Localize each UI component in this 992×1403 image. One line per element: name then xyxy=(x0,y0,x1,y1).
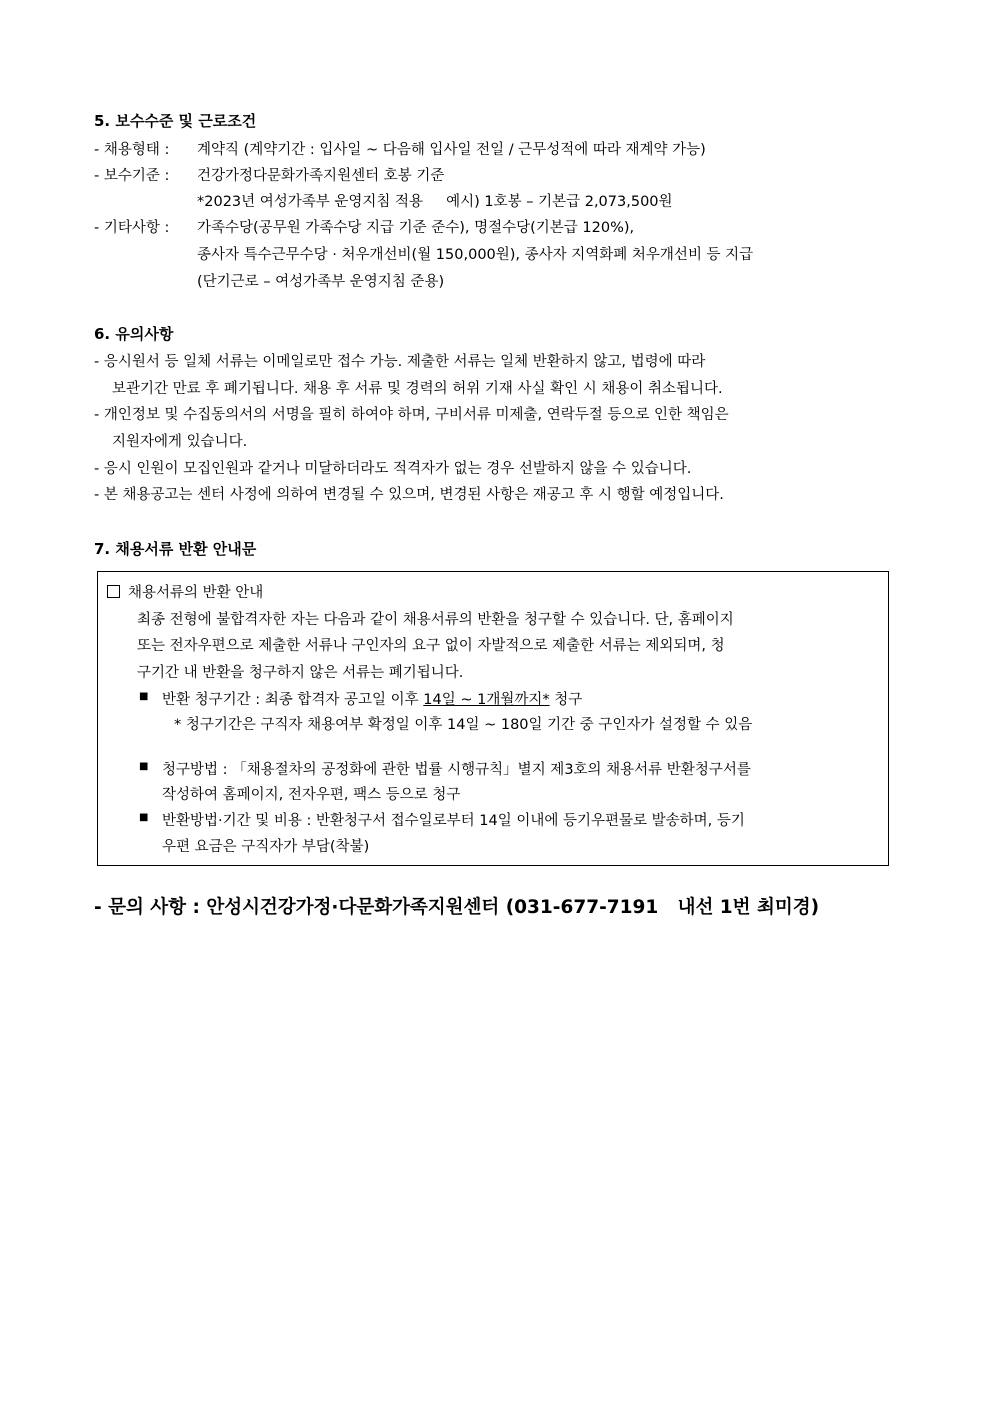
contact-info: - 문의 사항 : 안성시건강가정·다문화가족지원센터 (031-677-7191 내선 1번 최미경) xyxy=(94,897,820,918)
pay-standard-text: 건강가정다문화가족지원센터 호봉 기준 xyxy=(197,168,445,184)
notice-line-1: - 응시원서 등 일체 서류는 이메일로만 접수 가능. 제출한 서류는 일체 반환하지 않고, 법령에 따라 xyxy=(94,354,706,370)
notice-line-3: - 개인정보 및 수집동의서의 서명을 필히 하여야 하며, 구비서류 미제출, 연락두절 등으로 인한 책임은 xyxy=(94,407,729,423)
return-period-suffix: 청구 xyxy=(549,692,583,708)
return-method-line-2: 우편 요금은 구직자가 부담(착불) xyxy=(162,839,370,855)
other-items-line-3: (단기근로 – 여성가족부 운영지침 준용) xyxy=(197,274,445,290)
return-method-line-1: 반환방법·기간 및 비용 : 반환청구서 접수일로부터 14일 이내에 등기우편물로 발송하며, 등기 xyxy=(162,813,745,829)
employment-type-label: - 채용형태 : xyxy=(94,142,170,158)
return-period-note: * 청구기간은 구직자 채용여부 확정일 이후 14일 ~ 180일 기간 중 구인자가 설정할 수 있음 xyxy=(174,717,753,733)
section-6-heading: 6. 유의사항 xyxy=(94,325,174,343)
notice-line-4: 지원자에게 있습니다. xyxy=(112,434,248,450)
notice-line-2: 보관기간 만료 후 폐기됩니다. 채용 후 서류 및 경력의 허위 기재 사실 확인 시 채용이 취소됩니다. xyxy=(112,381,723,397)
request-method-line-1: 청구방법 : 「채용절차의 공정화에 관한 법률 시행규칙」별지 제3호의 채용서류 반환청구서를 xyxy=(162,762,751,778)
return-period-label: 반환 청구기간 : 최종 합격자 공고일 이후 xyxy=(162,692,424,708)
notice-line-5: - 응시 인원이 모집인원과 같거나 미달하더라도 적격자가 없는 경우 선발하지 않을 수 있습니다. xyxy=(94,461,692,477)
other-items-line-1: 가족수당(공무원 가족수당 지급 기준 준수), 명절수당(기본급 120%), xyxy=(197,220,635,236)
return-period-line xyxy=(162,688,582,709)
box-title: 채용서류의 반환 안내 xyxy=(128,585,264,601)
checkbox-square-icon xyxy=(107,585,120,598)
notice-line-6: - 본 채용공고는 센터 사정에 의하여 변경될 수 있으며, 변경된 사항은 재공고 후 시 행할 예정입니다. xyxy=(94,487,724,503)
box-paragraph-line-1: 최종 전형에 불합격자한 자는 다음과 같이 채용서류의 반환을 청구할 수 있습니다. 단, 홈페이지 xyxy=(137,612,734,628)
pay-standard-note: *2023년 여성가족부 운영지침 적용 예시) 1호봉 – 기본급 2,073,500원 xyxy=(197,194,673,210)
pay-standard-label: - 보수기준 : xyxy=(94,168,170,184)
section-7-heading: 7. 채용서류 반환 안내문 xyxy=(94,540,257,558)
box-paragraph-line-2: 또는 전자우편으로 제출한 서류나 구인자의 요구 없이 자발적으로 제출한 서류는 제외되며, 청 xyxy=(137,638,725,654)
return-period-value: 14일 ~ 1개월까지* xyxy=(423,692,550,708)
bullet-icon: ■ xyxy=(139,812,149,823)
bullet-icon: ■ xyxy=(139,761,149,772)
other-items-label: - 기타사항 : xyxy=(94,220,170,236)
other-items-line-2: 종사자 특수근무수당 · 처우개선비(월 150,000원), 종사자 지역화폐 처우개선비 등 지급 xyxy=(197,247,754,263)
bullet-icon: ■ xyxy=(139,691,149,702)
employment-type-text: 계약직 (계약기간 : 입사일 ~ 다음해 입사일 전일 / 근무성적에 따라 재계약 가능) xyxy=(197,142,706,158)
box-paragraph-line-3: 구기간 내 반환을 청구하지 않은 서류는 폐기됩니다. xyxy=(137,665,464,681)
section-5-heading: 5. 보수수준 및 근로조건 xyxy=(94,112,257,130)
request-method-line-2: 작성하여 홈페이지, 전자우편, 팩스 등으로 청구 xyxy=(162,787,461,803)
box-title-row xyxy=(107,581,263,602)
